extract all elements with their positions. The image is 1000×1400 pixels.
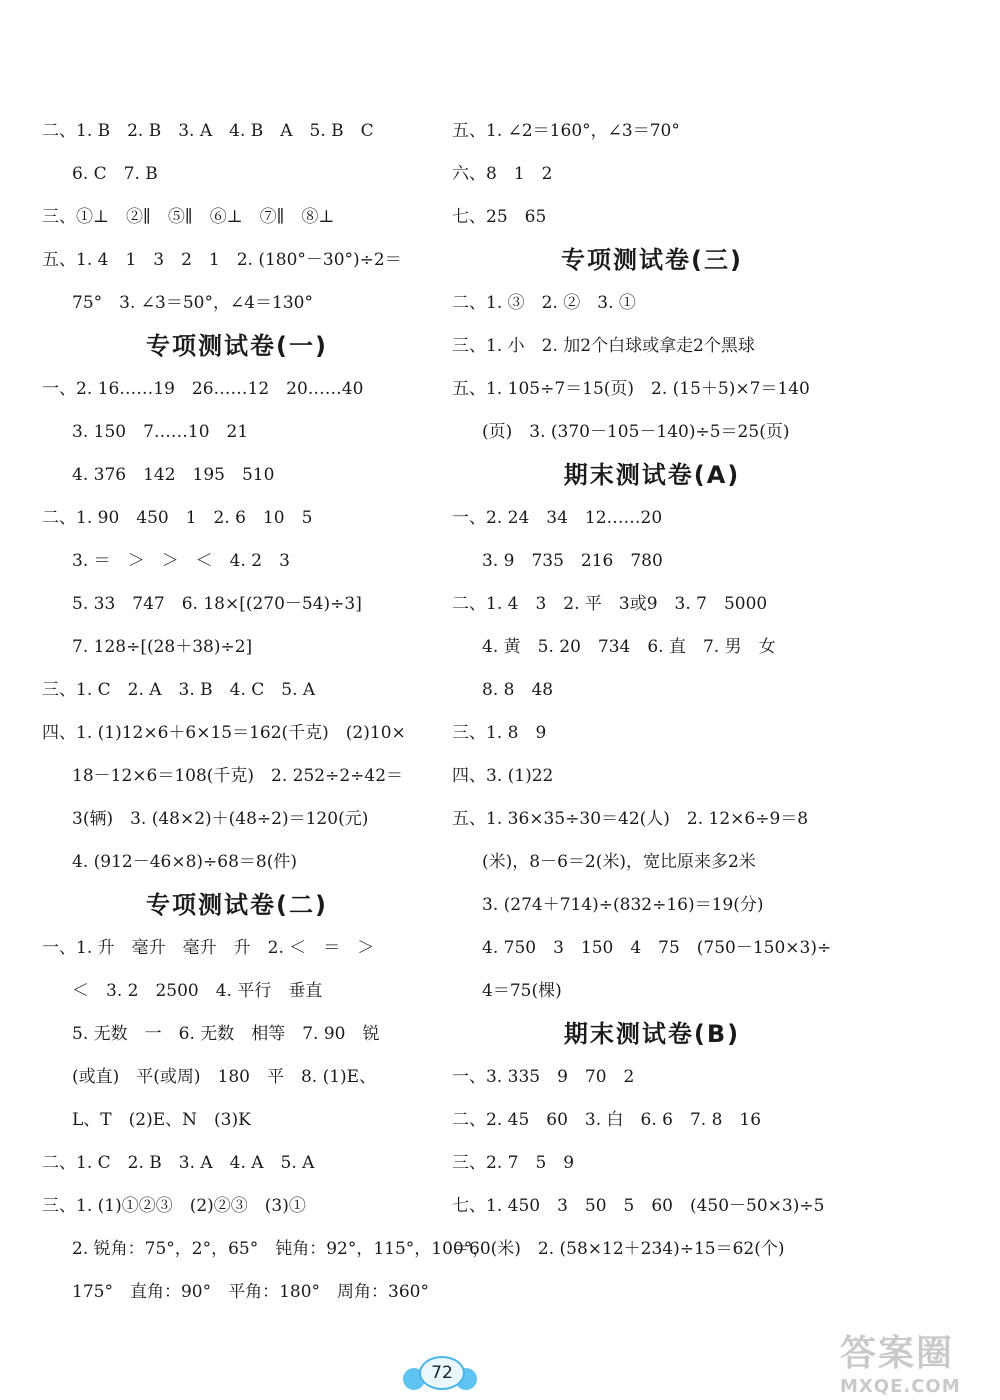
- answer-line: 三、1. C 2. A 3. B 4. C 5. A: [42, 680, 316, 700]
- answer-line: 二、1. C 2. B 3. A 4. A 5. A: [42, 1153, 315, 1173]
- answer-line: L、T (2)E、N (3)K: [72, 1110, 251, 1130]
- answer-line: 三、1. 小 2. 加2个白球或拿走2个黑球: [452, 336, 755, 356]
- answer-line: 5. 无数 一 6. 无数 相等 7. 90 锐: [72, 1024, 380, 1044]
- answer-line: 18－12×6＝108(千克) 2. 252÷2÷42＝: [72, 766, 404, 786]
- answer-line: 一、3. 335 9 70 2: [452, 1067, 635, 1087]
- section-heading: 专项测试卷(三): [561, 246, 743, 274]
- left-column: [42, 110, 490, 1314]
- answer-line: 七、25 65: [452, 207, 547, 227]
- answer-line: 4. 黄 5. 20 734 6. 直 7. 男 女: [482, 637, 776, 657]
- answer-line: 三、1. (1)①②③ (2)②③ (3)①: [42, 1196, 306, 1216]
- answer-line: 6. C 7. B: [72, 164, 158, 184]
- watermark-text: 答案圈: [840, 1333, 955, 1374]
- answer-line: 六、8 1 2: [452, 164, 553, 184]
- answer-line: 2. 锐角：75°，2°，65° 钝角：92°，115°，100°，: [72, 1239, 490, 1259]
- right-column: [452, 110, 852, 1271]
- answer-line: 75° 3. ∠3＝50°，∠4＝130°: [72, 293, 313, 313]
- watermark-url: MXQE.COM: [840, 1376, 961, 1397]
- answer-line: 五、1. 105÷7＝15(页) 2. (15＋5)×7＝140: [452, 379, 810, 399]
- answer-line: 七、1. 450 3 50 5 60 (450－50×3)÷5: [452, 1196, 825, 1216]
- answer-line: 3. (274＋714)÷(832÷16)＝19(分): [482, 895, 764, 915]
- answer-line: 二、1. 90 450 1 2. 6 10 5: [42, 508, 313, 528]
- answer-line: 四、1. (1)12×6＋6×15＝162(千克) (2)10×: [42, 723, 406, 743]
- section-heading: 期末测试卷(A): [563, 461, 741, 489]
- answer-line: 4. 750 3 150 4 75 (750－150×3)÷: [482, 938, 832, 958]
- section-heading: 专项测试卷(二): [146, 891, 328, 919]
- answer-line: 175° 直角：90° 平角：180° 周角：360°: [72, 1282, 429, 1302]
- answer-line: 7. 128÷[(28＋38)÷2]: [72, 637, 253, 657]
- answer-line: (米)，8－6＝2(米)，宽比原来多2米: [482, 852, 756, 872]
- answer-line: 4. 376 142 195 510: [72, 465, 275, 485]
- watermark: [840, 1325, 1000, 1400]
- section-heading: 专项测试卷(一): [146, 332, 328, 360]
- answer-line: 四、3. (1)22: [452, 766, 554, 786]
- answer-line: ＜ 3. 2 2500 4. 平行 垂直: [72, 981, 323, 1001]
- answer-line: 3(辆) 3. (48×2)＋(48÷2)＝120(元): [72, 809, 369, 829]
- answer-line: 二、1. B 2. B 3. A 4. B A 5. B C: [42, 121, 374, 141]
- answer-line: 5. 33 747 6. 18×[(270－54)÷3]: [72, 594, 362, 614]
- answer-line: 3. ＝ ＞ ＞ ＜ 4. 2 3: [72, 551, 290, 571]
- page-number-badge: [395, 1356, 485, 1392]
- answer-line: 五、1. 36×35÷30＝42(人) 2. 12×6÷9＝8: [452, 809, 809, 829]
- answer-line: 三、1. 8 9: [452, 723, 547, 743]
- answer-line: 8. 8 48: [482, 680, 554, 700]
- answer-line: 4＝75(棵): [482, 981, 562, 1001]
- answer-line: (或直) 平(或周) 180 平 8. (1)E、: [72, 1067, 377, 1087]
- answer-line: 4. (912－46×8)÷68＝8(件): [72, 852, 297, 872]
- answer-line: 一、1. 升 毫升 毫升 升 2. ＜ ＝ ＞: [42, 938, 375, 958]
- answer-line: (页) 3. (370－105－140)÷5＝25(页): [482, 422, 790, 442]
- answer-line: 一、2. 24 34 12……20: [452, 508, 663, 528]
- answer-line: 3. 9 735 216 780: [482, 551, 663, 571]
- answer-line: 二、1. ③ 2. ② 3. ①: [452, 293, 636, 313]
- answer-line: 一、2. 16……19 26……12 20……40: [42, 379, 364, 399]
- page-number: 72: [419, 1356, 465, 1390]
- answer-line: 三、2. 7 5 9: [452, 1153, 575, 1173]
- answer-line: 3. 150 7……10 21: [72, 422, 249, 442]
- answer-line: 二、2. 45 60 3. 白 6. 6 7. 8 16: [452, 1110, 762, 1130]
- answer-line: 二、1. 4 3 2. 平 3或9 3. 7 5000: [452, 594, 768, 614]
- section-heading: 期末测试卷(B): [563, 1020, 741, 1048]
- answer-line: 三、①⊥ ②∥ ⑤∥ ⑥⊥ ⑦∥ ⑧⊥: [42, 207, 335, 227]
- answer-line: ＝60(米) 2. (58×12＋234)÷15＝62(个): [452, 1239, 785, 1259]
- answer-line: 五、1. ∠2＝160°，∠3＝70°: [452, 121, 680, 141]
- answer-line: 五、1. 4 1 3 2 1 2. (180°－30°)÷2＝: [42, 250, 402, 270]
